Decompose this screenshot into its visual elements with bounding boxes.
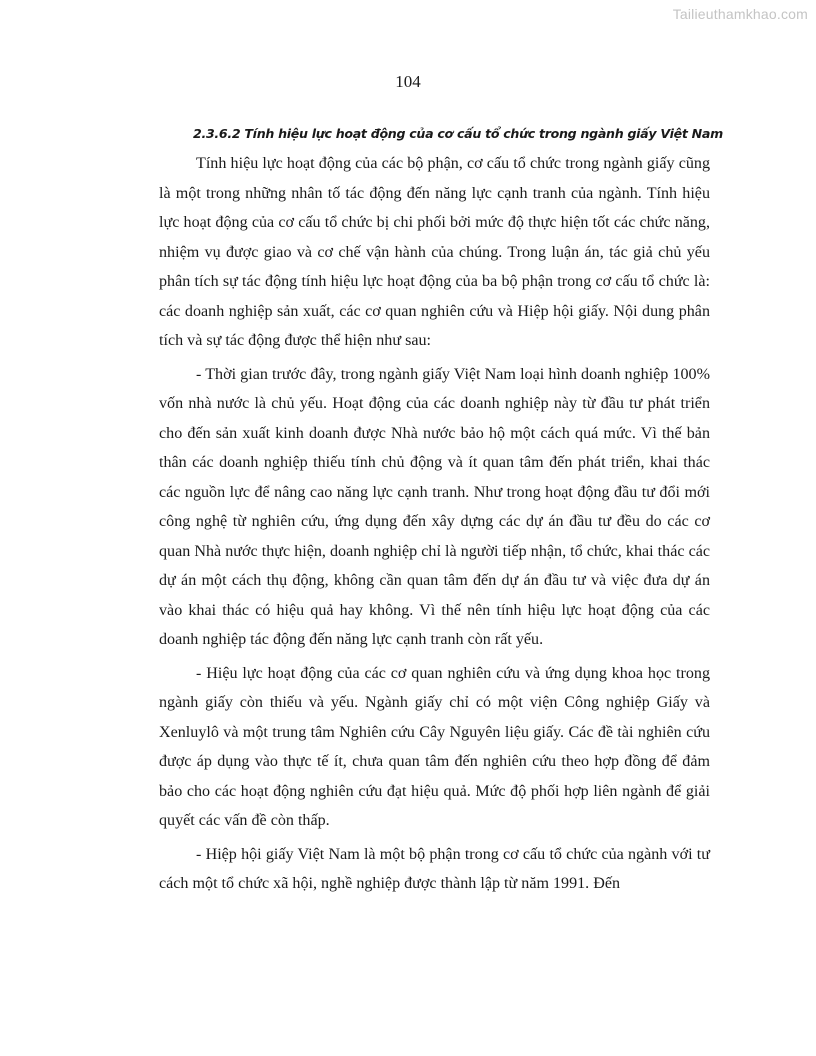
paragraph-paper-association: - Hiệp hội giấy Việt Nam là một bộ phận trong cơ cấu tổ chức của ngành với tư cách một tổ chức xã hội, nghề nghiệp được thành lập từ năm 1991. Đến <box>159 845 710 892</box>
document-body <box>159 124 723 903</box>
watermark-text: Tailieuthamkhao.com <box>672 6 808 22</box>
page-number: 104 <box>395 72 421 91</box>
paragraph-research-agencies: - Hiệu lực hoạt động của các cơ quan nghiên cứu và ứng dụng khoa học trong ngành giấy còn thiếu và yếu. Ngành giấy chỉ có một viện Công nghiệp Giấy và Xenluylô và một trung tâm Nghiên cứu Cây Nguyên liệu giấy. Các đề tài nghiên cứu được áp dụng vào thực tế ít, chưa quan tâm đến nghiên cứu theo hợp đồng để đảm bảo cho các hoạt động nghiên cứu đạt hiệu quả. Mức độ phối hợp liên ngành để giải quyết các vấn đề còn thấp. <box>159 664 710 829</box>
section-heading: 2.3.6.2 Tính hiệu lực hoạt động của cơ cấu tổ chức trong ngành giấy Việt Nam <box>193 126 723 141</box>
paragraph-enterprises: - Thời gian trước đây, trong ngành giấy Việt Nam loại hình doanh nghiệp 100% vốn nhà nước là chủ yếu. Hoạt động của các doanh nghiệp này từ đầu tư phát triển cho đến sản xuất kinh doanh được Nhà nước bảo hộ một cách quá mức. Vì thế bản thân các doanh nghiệp thiếu tính chủ động và ít quan tâm đến phát triển, khai thác các nguồn lực để nâng cao năng lực cạnh tranh. Như trong hoạt động đầu tư đổi mới công nghệ từ nghiên cứu, ứng dụng đến xây dựng các dự án đầu tư đều do các cơ quan Nhà nước thực hiện, doanh nghiệp chỉ là người tiếp nhận, tổ chức, khai thác các dự án một cách thụ động, không cần quan tâm đến dự án đầu tư và việc đưa dự án vào khai thác có hiệu quả hay không. Vì thế nên tính hiệu lực hoạt động của các doanh nghiệp tác động đến năng lực cạnh tranh còn rất yếu. <box>159 365 710 648</box>
paragraph-intro: Tính hiệu lực hoạt động của các bộ phận, cơ cấu tổ chức trong ngành giấy cũng là một trong những nhân tố tác động đến năng lực cạnh tranh của ngành. Tính hiệu lực hoạt động của cơ cấu tổ chức bị chi phối bởi mức độ thực hiện tốt các chức năng, nhiệm vụ được giao và cơ chế vận hành của chúng. Trong luận án, tác giả chủ yếu phân tích sự tác động tính hiệu lực hoạt động của ba bộ phận trong cơ cấu tổ chức là: các doanh nghiệp sản xuất, các cơ quan nghiên cứu và Hiệp hội giấy. Nội dung phân tích và sự tác động được thể hiện như sau: <box>159 155 710 349</box>
